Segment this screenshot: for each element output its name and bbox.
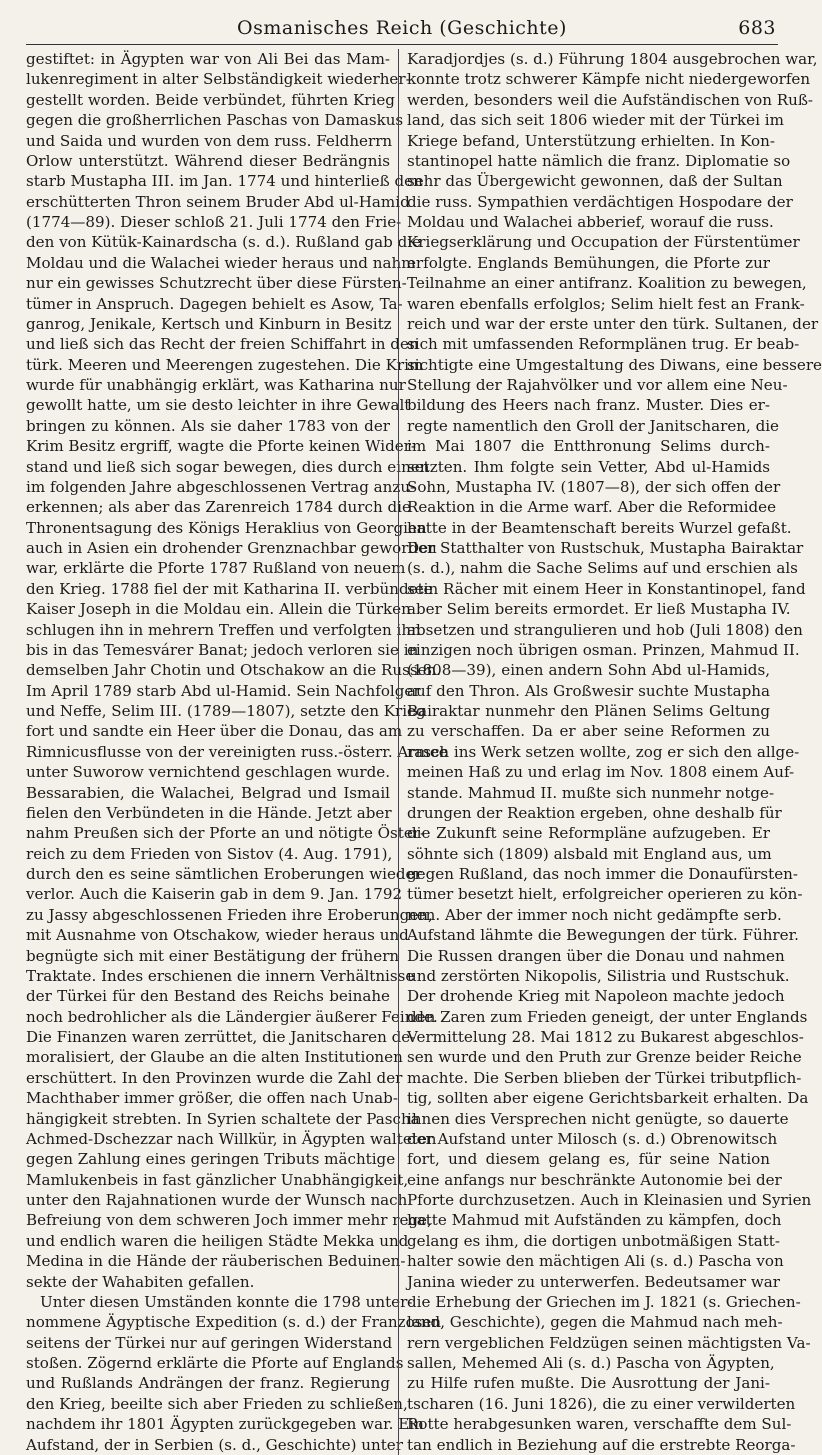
text-line: lukenregiment in alter Selbständigkeit wiederher- — [26, 70, 411, 89]
text-line: moralisiert, der Glaube an die alten Institutionen — [26, 1048, 403, 1067]
text-line: die russ. Sympathien verdächtigen Hospodare der — [407, 192, 793, 211]
text-line: erschüttert. In den Provinzen wurde die Zahl der — [26, 1068, 403, 1087]
text-line: sen wurde und den Pruth zur Grenze beider Reiche — [407, 1048, 802, 1067]
text-line: sich mit umfassenden Reformplänen trug. Er beab- — [407, 335, 800, 354]
text-line: tümer in Anspruch. Dagegen behielt es Asow, Ta- — [26, 294, 403, 313]
text-line: bis in das Temesvárer Banat; jedoch verloren sie in — [26, 640, 419, 659]
text-line: gegen die großherrlichen Paschas von Damaskus — [26, 111, 404, 130]
text-line: söhnte sich (1809) alsbald mit England aus, um — [407, 844, 772, 863]
text-line: nachdem ihr 1801 Ägypten zurückgegeben war. Ein — [26, 1415, 424, 1434]
text-line: die Zukunft seine Reformpläne aufzugeben. Er — [407, 824, 770, 843]
page-header — [26, 14, 778, 42]
text-line: Thronentsagung des Königs Heraklius von Georgien — [26, 518, 427, 537]
text-line: einzigen noch übrigen osman. Prinzen, Mahmud II. — [407, 640, 800, 659]
text-line: Der Statthalter von Rustschuk, Mustapha Bairaktar — [407, 539, 804, 557]
text-line: zu verschaffen. Da er aber seine Reformen zu — [407, 722, 770, 741]
text-line: sein Rächer mit einem Heer in Konstantinopel, fand — [407, 579, 806, 598]
text-line: Janina wieder zu unterwerfen. Bedeutsamer war — [407, 1272, 780, 1291]
text-line: eine anfangs nur beschränkte Autonomie bei der — [407, 1170, 782, 1189]
text-line: Aufstand, der in Serbien (s. d., Geschichte) unter — [26, 1435, 403, 1454]
text-line: bringen zu können. Als sie daher 1783 von der — [26, 416, 390, 435]
text-line: stand und ließ sich sogar bewegen, dies durch einen — [26, 457, 430, 476]
text-line: Machthaber immer größer, die offen nach Unab- — [26, 1089, 398, 1108]
text-line: Reaktion in die Arme warf. Aber die Reformidee — [407, 498, 777, 517]
text-line: mit Ausnahme von Otschakow, wieder heraus und — [26, 926, 409, 945]
text-line: reich und war der erste unter den türk. Sultanen, der — [407, 314, 819, 333]
text-line: land, Geschichte), gegen die Mahmud nach meh- — [407, 1313, 783, 1332]
header-rule — [26, 44, 778, 45]
text-line: Kriegserklärung und Occupation der Fürstentümer — [407, 233, 800, 252]
text-line: sekte der Wahabiten gefallen. — [26, 1272, 255, 1291]
text-line: Die Finanzen waren zerrüttet, die Janitscharen de- — [26, 1028, 416, 1046]
text-line: türk. Meeren und Meerengen zugestehen. Die Krim — [26, 355, 424, 374]
left-column — [26, 49, 448, 1455]
text-line: wurde für unabhängig erklärt, was Katharina nur — [26, 376, 406, 394]
text-line: schlugen ihn in mehrern Treffen und verfolgten ihn — [26, 620, 421, 639]
text-line: Moldau und Walachei abberief, worauf die russ. — [407, 213, 774, 231]
text-line: stande. Mahmud II. mußte sich nunmehr notge- — [407, 783, 775, 802]
text-line: stoßen. Zögernd erklärte die Pforte auf Englands — [26, 1354, 404, 1372]
text-line: erschütterten Thron seinem Bruder Abd ul-Hamid — [26, 192, 410, 211]
text-line: erfolgte. Englands Bemühungen, die Pforte zur — [407, 253, 770, 272]
text-line: Mamlukenbeis in fast gänzlicher Unabhängigkeit, — [26, 1170, 409, 1189]
text-line: Rotte herabgesunken waren, verschaffte dem Sul- — [407, 1415, 792, 1434]
text-line: Karadjordjes (s. d.) Führung 1804 ausgebrochen war, — [407, 50, 818, 68]
text-line: Der drohende Krieg mit Napoleon machte jedoch — [407, 987, 785, 1006]
text-line: Kriege befand, Unterstützung erhielten. In Kon- — [407, 131, 775, 150]
text-line: sehr das Übergewicht gewonnen, daß der Sultan — [407, 172, 783, 191]
text-line: demselben Jahr Chotin und Otschakow an die Russen. — [26, 661, 442, 680]
text-line: gegen Zahlung eines geringen Tributs mächtige — [26, 1150, 396, 1169]
text-line: nommene Ägyptische Expedition (s. d.) der Franzosen — [26, 1313, 442, 1332]
text-line: Bairaktar nunmehr den Plänen Selims Geltung — [407, 702, 770, 720]
text-line: Die Russen drangen über die Donau und nahmen — [407, 946, 785, 965]
text-line: machte. Die Serben blieben der Türkei tributpflich- — [407, 1068, 802, 1087]
text-line: und endlich waren die heiligen Städte Mekka und — [26, 1231, 409, 1250]
text-line: bildung des Heers nach franz. Muster. Dies er- — [407, 396, 770, 415]
text-line: Befreiung von dem schweren Joch immer mehr rege, — [26, 1211, 432, 1230]
text-line: regte namentlich den Groll der Janitscharen, die — [407, 416, 779, 435]
text-line: nur ein gewisses Schutzrecht über diese Fürsten- — [26, 274, 407, 293]
text-line: den Krieg, beeilte sich aber Frieden zu schließen, — [26, 1394, 408, 1413]
text-line: gestellt worden. Beide verbündet, führten Krieg — [26, 90, 395, 109]
text-line: ganrog, Jenikale, Kertsch und Kinburn in Besitz — [26, 314, 392, 333]
text-line: unter den Rajahnationen wurde der Wunsch nach — [26, 1191, 408, 1209]
text-line: Krim Besitz ergriff, wagte die Pforte keinen Wider- — [26, 437, 416, 456]
text-line: gewollt hatte, um sie desto leichter in ihre Gewalt — [26, 396, 411, 415]
text-line: aber Selim bereits ermordet. Er ließ Mustapha IV. — [407, 600, 791, 619]
text-line: und Neffe, Selim III. (1789—1807), setzte den Krieg — [26, 702, 426, 720]
text-line: Teilnahme an einer antifranz. Koalition zu bewegen, — [407, 274, 807, 293]
text-line: zu Hilfe rufen mußte. Die Ausrottung der Jani- — [407, 1374, 770, 1393]
text-line: fielen den Verbündeten in die Hände. Jetzt aber — [26, 803, 392, 822]
text-line: nahm Preußen sich der Pforte an und nötigte Öster- — [26, 824, 426, 843]
text-line: (1808—39), einen andern Sohn Abd ul-Hamids, — [407, 661, 770, 680]
text-line: sichtigte eine Umgestaltung des Diwans, eine bessere — [407, 355, 822, 374]
text-line: Sohn, Mustapha IV. (1807—8), der sich offen der — [407, 477, 781, 496]
text-line: hatte in der Beamtenschaft bereits Wurzel gefaßt. — [407, 518, 792, 537]
text-line: land, das sich seit 1806 wieder mit der Türkei im — [407, 111, 784, 130]
text-line: tig, sollten aber eigene Gerichtsbarkeit erhalten. Da — [407, 1089, 809, 1108]
text-line: Medina in die Hände der räuberischen Beduinen- — [26, 1252, 406, 1271]
text-line: den Krieg. 1788 fiel der mit Katharina II. verbündete — [26, 579, 433, 598]
right-column — [398, 49, 822, 1455]
text-line: hängigkeit strebten. In Syrien schaltete der Pascha — [26, 1109, 420, 1128]
text-line: Bessarabien, die Walachei, Belgrad und Ismail — [26, 783, 390, 802]
text-line: werden, besonders weil die Aufständischen von Ruß- — [407, 90, 814, 109]
text-line: Rimnicusflusse von der vereinigten russ.-österr. Armee — [26, 742, 448, 761]
text-line: stantinopel hatte nämlich die franz. Diplomatie so — [407, 151, 791, 170]
text-line: waren ebenfalls erfolglos; Selim hielt fest an Frank- — [407, 294, 805, 313]
text-line: konnte trotz schwerer Kämpfe nicht niedergeworfen — [407, 70, 811, 89]
text-line: halter sowie den mächtigen Ali (s. d.) Pascha von — [407, 1252, 784, 1271]
text-line: (s. d.), nahm die Sache Selims auf und erschien als — [407, 559, 798, 578]
text-line: Unter diesen Umständen konnte die 1798 unter- — [40, 1292, 413, 1311]
page-title: Osmanisches Reich (Geschichte) — [237, 17, 567, 39]
text-line: erkennen; als aber das Zarenreich 1784 durch die — [26, 498, 411, 517]
page-number: 683 — [738, 17, 776, 39]
text-line: und zerstörten Nikopolis, Silistria und Rustschuk. — [407, 966, 790, 985]
text-line: Achmed-Dschezzar nach Willkür, in Ägypten walteten — [26, 1129, 437, 1148]
text-line: tscharen (16. Juni 1826), die zu einer verwilderten — [407, 1394, 796, 1413]
text-line: und Rußlands Andrängen der franz. Regierung — [26, 1374, 390, 1393]
text-line: gelang es ihm, die dortigen unbotmäßigen Statt- — [407, 1231, 780, 1250]
text-line: sallen, Mehemed Ali (s. d.) Pascha von Ägypten, — [407, 1354, 775, 1372]
text-line: im Mai 1807 die Entthronung Selims durch- — [407, 437, 770, 456]
text-line: gestiftet: in Ägypten war von Ali Bei das Mam- — [26, 50, 390, 68]
text-line: nen. Aber der immer noch nicht gedämpfte serb. — [407, 905, 782, 924]
text-line: drungen der Reaktion ergeben, ohne deshalb für — [407, 803, 782, 822]
text-line: gegen Rußland, das noch immer die Donaufürsten- — [407, 865, 799, 883]
text-line: auf den Thron. Als Großwesir suchte Mustapha — [407, 681, 770, 700]
text-line: Moldau und die Walachei wieder heraus und nahm — [26, 253, 416, 272]
text-line: fort, und diesem gelang es, für seine Nation — [407, 1150, 770, 1169]
text-line: rern vergeblichen Feldzügen seinen mächtigsten Va- — [407, 1333, 811, 1352]
text-line: Pforte durchzusetzen. Auch in Kleinasien und Syrien — [407, 1191, 812, 1209]
text-line: hatte Mahmud mit Aufständen zu kämpfen, doch — [407, 1211, 782, 1230]
text-line: setzten. Ihm folgte sein Vetter, Abd ul-Hamids — [407, 457, 770, 476]
text-line: meinen Haß zu und erlag im Nov. 1808 einem Auf- — [407, 763, 795, 782]
text-line: begnügte sich mit einer Bestätigung der frühern — [26, 946, 400, 965]
text-line: Aufstand lähmte die Bewegungen der türk. Führer. — [407, 926, 799, 945]
text-line: starb Mustapha III. im Jan. 1774 und hinterließ den — [26, 172, 423, 191]
text-columns — [26, 49, 822, 1455]
text-line: zu Jassy abgeschlossenen Frieden ihre Eroberungen, — [26, 905, 433, 924]
text-line: absetzen und strangulieren und hob (Juli 1808) den — [407, 620, 803, 639]
text-line: Orlow unterstützt. Während dieser Bedrängnis — [26, 151, 390, 170]
text-line: den Zaren zum Frieden geneigt, der unter Englands — [407, 1007, 808, 1026]
text-line: war, erklärte die Pforte 1787 Rußland von neuem — [26, 559, 406, 578]
text-line: Traktate. Indes erschienen die innern Verhältnisse — [26, 966, 415, 985]
text-line: durch den es seine sämtlichen Eroberungen wieder — [26, 865, 422, 883]
text-line: reich zu dem Frieden von Sistov (4. Aug. 1791), — [26, 844, 393, 863]
text-line: die Erhebung der Griechen im J. 1821 (s. Griechen- — [407, 1292, 801, 1311]
text-line: der Aufstand unter Milosch (s. d.) Obrenowitsch — [407, 1129, 778, 1148]
text-line: im folgenden Jahre abgeschlossenen Vertrag anzu- — [26, 477, 416, 496]
text-line: seitens der Türkei nur auf geringen Widerstand — [26, 1333, 393, 1352]
text-line: und ließ sich das Recht der freien Schiffahrt in den — [26, 335, 419, 354]
text-line: tümer besetzt hielt, erfolgreicher operieren zu kön- — [407, 885, 803, 904]
text-line: und Saida und wurden von dem russ. Feldherrn — [26, 131, 393, 150]
text-line: (1774—89). Dieser schloß 21. Juli 1774 den Frie- — [26, 213, 402, 231]
text-line: Vermittelung 28. Mai 1812 zu Bukarest abgeschlos- — [407, 1028, 804, 1046]
text-line: der Türkei für den Bestand des Reichs beinahe — [26, 987, 390, 1006]
text-line: auch in Asien ein drohender Grenznachbar geworden — [26, 539, 437, 557]
text-line: den von Kütük-Kainardscha (s. d.). Rußland gab die — [26, 233, 421, 252]
text-line: Im April 1789 starb Abd ul-Hamid. Sein Nachfolger — [26, 681, 421, 700]
text-line: verlor. Auch die Kaiserin gab in dem 9. Jan. 1792 — [26, 885, 403, 904]
text-line: noch bedrohlicher als die Ländergier äußerer Feinde. — [26, 1007, 438, 1026]
text-line: ihnen dies Versprechen nicht genügte, so dauerte — [407, 1109, 789, 1128]
text-line: unter Suworow vernichtend geschlagen wurde. — [26, 763, 390, 782]
text-line: tan endlich in Beziehung auf die erstrebte Reorga- — [407, 1435, 796, 1454]
text-line: Kaiser Joseph in die Moldau ein. Allein die Türken — [26, 600, 411, 619]
text-line: rasch ins Werk setzen wollte, zog er sich den allge- — [407, 742, 800, 761]
text-line: Stellung der Rajahvölker und vor allem eine Neu- — [407, 376, 788, 394]
text-line: fort und sandte ein Heer über die Donau, das am — [26, 722, 403, 741]
